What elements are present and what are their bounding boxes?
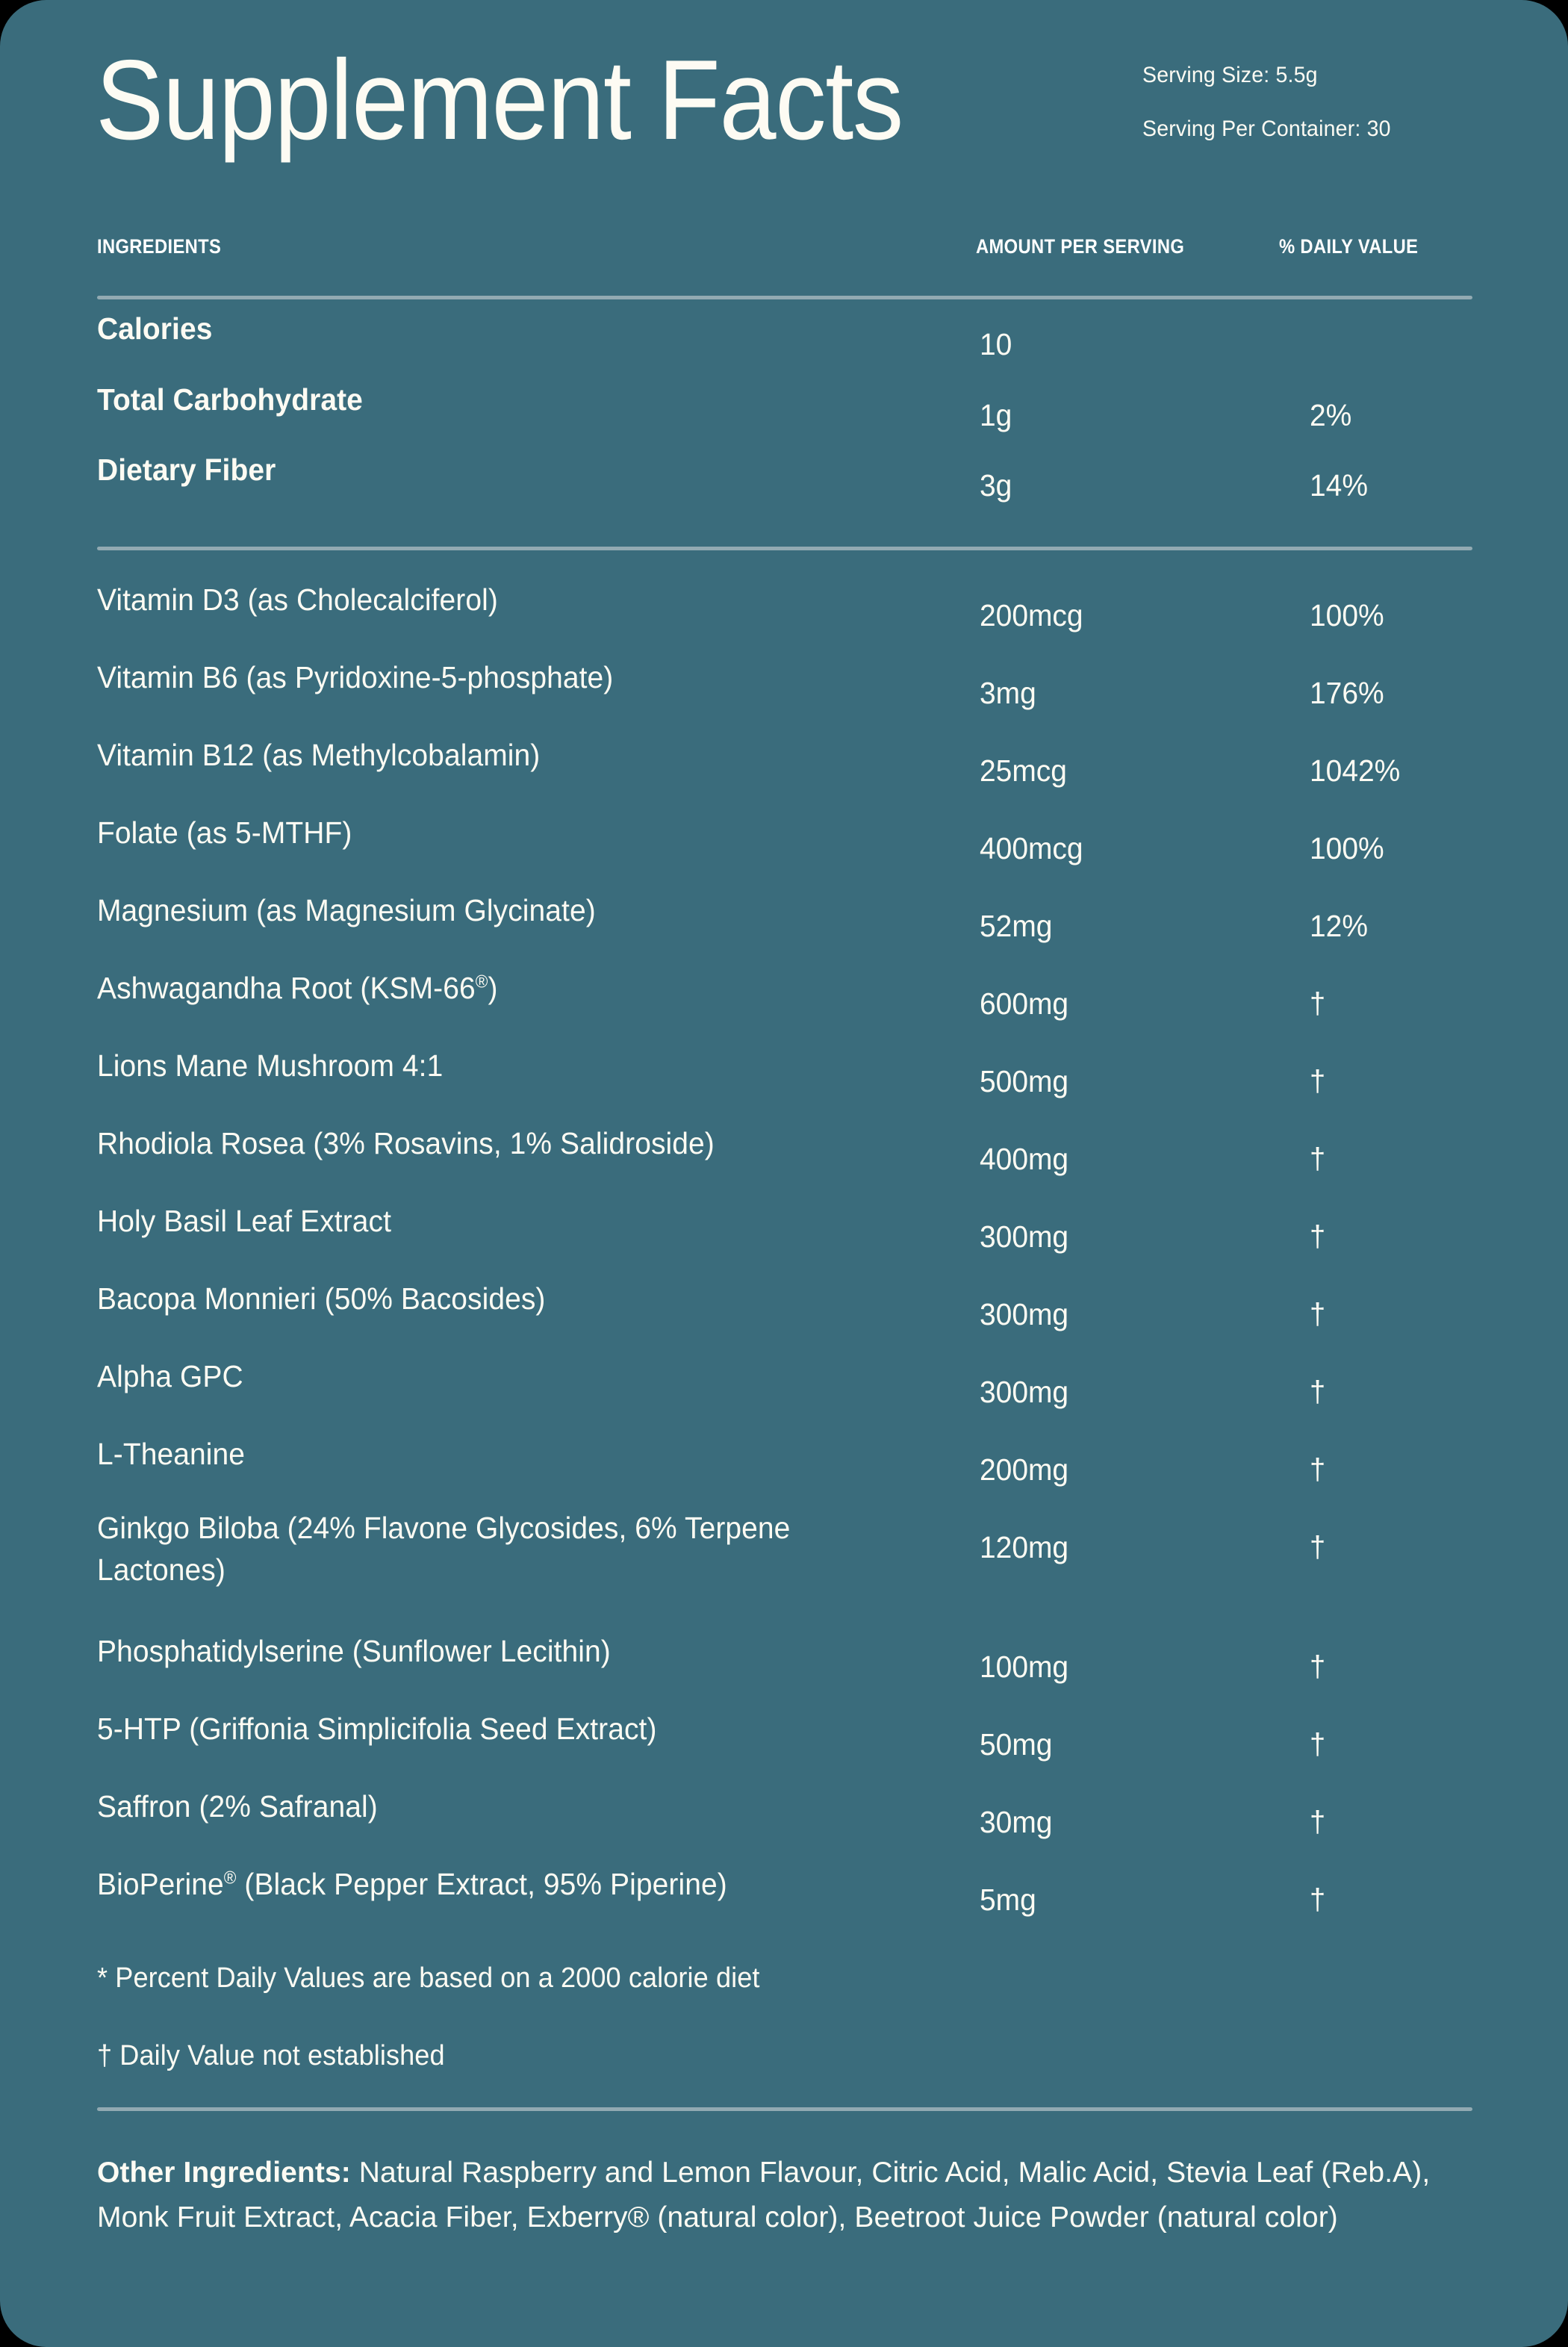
table-row bbox=[97, 451, 1472, 529]
ingredient-daily-value: 100% bbox=[1310, 598, 1384, 632]
ingredient-daily-value: † bbox=[1310, 1650, 1326, 1683]
table-row bbox=[97, 659, 1472, 736]
ingredient-name: Magnesium (as Magnesium Glycinate) bbox=[97, 893, 596, 927]
column-header-ingredients: INGREDIENTS bbox=[97, 235, 222, 258]
ingredient-name: Rhodiola Rosea (3% Rosavins, 1% Salidroside) bbox=[97, 1126, 715, 1160]
ingredient-amount: 25mcg bbox=[980, 753, 1067, 788]
ingredient-daily-value: † bbox=[1310, 1883, 1326, 1916]
ingredient-name: Vitamin B6 (as Pyridoxine-5-phosphate) bbox=[97, 660, 614, 694]
ingredient-name: Bacopa Monnieri (50% Bacosides) bbox=[97, 1281, 546, 1316]
divider-bottom bbox=[97, 2107, 1472, 2111]
ingredient-daily-value: † bbox=[1310, 1728, 1326, 1761]
ingredient-name: Lions Mane Mushroom 4:1 bbox=[97, 1048, 444, 1083]
ingredient-daily-value: † bbox=[1310, 1143, 1326, 1175]
table-row bbox=[97, 1358, 1472, 1435]
ingredient-name: Calories bbox=[97, 311, 213, 346]
ingredient-daily-value: † bbox=[1310, 987, 1326, 1020]
ingredient-name: Saffron (2% Safranal) bbox=[97, 1789, 378, 1824]
table-row bbox=[97, 814, 1472, 892]
ingredient-name: Holy Basil Leaf Extract bbox=[97, 1204, 392, 1238]
ingredient-name: Vitamin B12 (as Methylcobalamin) bbox=[97, 738, 541, 772]
ingredient-name: BioPerine® (Black Pepper Extract, 95% Piperine) bbox=[97, 1867, 727, 1901]
table-row bbox=[97, 1865, 1472, 1943]
ingredient-amount: 3g bbox=[980, 468, 1012, 503]
table-row bbox=[97, 581, 1472, 659]
label-header bbox=[0, 0, 1568, 187]
ingredient-name: L-Theanine bbox=[97, 1437, 246, 1471]
ingredient-name: Ashwagandha Root (KSM-66®) bbox=[97, 971, 498, 1005]
ingredient-amount: 1g bbox=[980, 398, 1012, 432]
other-ingredients bbox=[97, 2151, 1441, 2240]
table-row bbox=[97, 310, 1472, 388]
table-row bbox=[97, 1125, 1472, 1202]
ingredient-name: Phosphatidylserine (Sunflower Lecithin) bbox=[97, 1634, 611, 1668]
ingredient-amount: 3mg bbox=[980, 676, 1036, 710]
ingredient-amount: 300mg bbox=[980, 1297, 1069, 1331]
ingredient-name: Dietary Fiber bbox=[97, 453, 276, 487]
other-ingredients-label: Other Ingredients: bbox=[97, 2157, 351, 2189]
ingredient-daily-value: † bbox=[1310, 1375, 1326, 1408]
ingredient-daily-value: 1042% bbox=[1310, 753, 1401, 788]
ingredient-amount: 500mg bbox=[980, 1064, 1069, 1098]
ingredient-amount: 300mg bbox=[980, 1375, 1069, 1409]
table-row bbox=[97, 1710, 1472, 1788]
page-title: Supplement Facts bbox=[96, 37, 903, 164]
ingredient-amount: 200mcg bbox=[980, 598, 1083, 632]
ingredient-amount: 100mg bbox=[980, 1650, 1069, 1684]
ingredient-daily-value: 14% bbox=[1310, 468, 1368, 503]
column-header-row bbox=[97, 235, 1471, 271]
ingredient-amount: 120mg bbox=[980, 1530, 1069, 1564]
other-ingredients-body: Natural Raspberry and Lemon Flavour, Citric Acid, Malic Acid, Stevia Leaf (Reb.A), Monk Fruit Extract, Acacia Fiber, Exberry® (natural color), Beetroot Juice Powder (natural color) bbox=[97, 2157, 1431, 2233]
ingredient-name: Ginkgo Biloba (24% Flavone Glycosides, 6% Terpene Lactones) bbox=[97, 1511, 791, 1587]
ingredient-amount: 400mg bbox=[980, 1142, 1069, 1176]
ingredient-daily-value: † bbox=[1310, 1806, 1326, 1838]
ingredient-daily-value: † bbox=[1310, 1531, 1326, 1564]
table-row bbox=[97, 1047, 1472, 1125]
ingredient-daily-value: † bbox=[1310, 1065, 1326, 1098]
ingredient-name: 5-HTP (Griffonia Simplicifolia Seed Extract) bbox=[97, 1712, 657, 1746]
divider-top bbox=[97, 296, 1472, 299]
serving-info bbox=[1142, 64, 1456, 140]
serving-size: Serving Size: 5.5g bbox=[1142, 63, 1318, 87]
ingredient-name: Vitamin D3 (as Cholecalciferol) bbox=[97, 582, 498, 617]
table-row bbox=[97, 1202, 1472, 1280]
table-row bbox=[97, 381, 1472, 458]
ingredient-name: Folate (as 5-MTHF) bbox=[97, 815, 352, 850]
ingredient-daily-value: † bbox=[1310, 1298, 1326, 1331]
ingredient-daily-value: 100% bbox=[1310, 831, 1384, 865]
ingredient-daily-value: † bbox=[1310, 1453, 1326, 1486]
ingredient-amount: 5mg bbox=[980, 1883, 1036, 1917]
table-row bbox=[97, 969, 1472, 1047]
ingredient-name: Alpha GPC bbox=[97, 1359, 243, 1393]
divider-middle bbox=[97, 547, 1472, 550]
serving-per-container: Serving Per Container: 30 bbox=[1142, 116, 1391, 141]
footnote-dagger: † Daily Value not established bbox=[97, 2040, 445, 2071]
column-header-amount-per-serving: AMOUNT PER SERVING bbox=[976, 235, 1185, 258]
ingredient-amount: 300mg bbox=[980, 1219, 1069, 1254]
ingredient-amount: 10 bbox=[980, 327, 1012, 361]
ingredient-amount: 200mg bbox=[980, 1452, 1069, 1487]
registered-trademark-icon: ® bbox=[223, 1868, 237, 1889]
ingredient-amount: 30mg bbox=[980, 1805, 1053, 1839]
table-row bbox=[97, 1632, 1472, 1710]
registered-trademark-icon: ® bbox=[475, 972, 488, 992]
column-header-percent-daily-value: % DAILY VALUE bbox=[1279, 235, 1419, 258]
ingredient-amount: 50mg bbox=[980, 1727, 1053, 1762]
ingredient-name: Total Carbohydrate bbox=[97, 382, 363, 417]
table-row bbox=[97, 1435, 1472, 1513]
ingredient-daily-value: 2% bbox=[1310, 398, 1352, 432]
ingredient-daily-value: 12% bbox=[1310, 909, 1368, 943]
ingredient-amount: 52mg bbox=[980, 909, 1053, 943]
footnote-percent-daily-value: * Percent Daily Values are based on a 2000 calorie diet bbox=[97, 1962, 760, 1994]
table-row bbox=[97, 1280, 1472, 1358]
ingredient-daily-value: 176% bbox=[1310, 676, 1384, 710]
ingredient-daily-value: † bbox=[1310, 1220, 1326, 1253]
table-row bbox=[97, 736, 1472, 814]
table-row bbox=[97, 1788, 1472, 1865]
ingredient-amount: 600mg bbox=[980, 986, 1069, 1021]
table-row bbox=[97, 1513, 1472, 1591]
table-row bbox=[97, 892, 1472, 969]
ingredient-amount: 400mcg bbox=[980, 831, 1083, 865]
